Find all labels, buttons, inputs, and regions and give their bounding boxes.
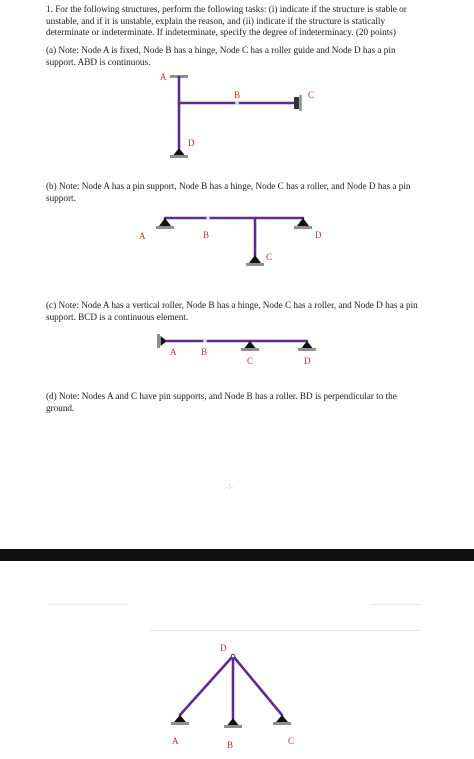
label-d-d: D — [220, 643, 227, 653]
faint-line-1 — [48, 604, 128, 605]
part-d-note: (d) Note: Nodes A and C have pin supports, and Node B has a roller. BD is perpendicular to the ground. — [46, 391, 397, 413]
ground-d-c — [298, 348, 316, 351]
page-separator — [0, 549, 474, 561]
hinge-b-b — [206, 216, 210, 220]
figure-d — [165, 638, 310, 753]
roller-guide-c — [294, 97, 299, 109]
page-marker: -1- — [225, 483, 234, 491]
label-c-c: C — [247, 356, 254, 366]
ground-d — [170, 155, 188, 158]
faint-line-3 — [150, 630, 420, 631]
ground-c-c — [241, 348, 259, 351]
label-a-d: D — [188, 138, 195, 148]
label-c-b: B — [201, 347, 208, 357]
faint-line-2 — [370, 604, 420, 605]
part-b-note: (b) Note: Node A has a pin support, Node B has a hinge, Node C has a roller, and Node D has a pin support. — [46, 181, 411, 203]
pin-support-a-d — [174, 715, 186, 722]
ground-d-b — [294, 226, 312, 229]
pin-support-c-d — [276, 715, 288, 722]
label-c-d: D — [304, 356, 311, 366]
roller-b-d — [228, 718, 239, 725]
ground-b-d — [224, 725, 242, 728]
label-b-d: D — [315, 230, 322, 240]
part-c-note: (c) Note: Node A has a vertical roller, Node B has a hinge, Node C has a roller, and Node D has a pin support. BCD is a continuous element. — [46, 300, 418, 322]
label-d-a: A — [172, 736, 179, 746]
label-d-c: C — [288, 736, 295, 746]
label-a-a: A — [160, 72, 167, 82]
label-b-a: A — [139, 231, 146, 241]
figure-b — [135, 210, 335, 270]
ground-c-d — [273, 722, 291, 725]
hinge-b-c — [203, 339, 207, 343]
question-intro: 1. For the following structures, perform the following tasks: (i) indicate if the structure is stable or unstable, and if it is unstable, explain the reason, and (ii) indicate if the structure is statically determinate or indeterminate. If indeterminate, specify the degree of indeterminacy. (20 points) — [46, 4, 407, 38]
pin-support-d — [174, 148, 185, 155]
member-cd-d — [233, 656, 282, 715]
figure-c — [150, 330, 325, 370]
ground-a-d — [171, 722, 189, 725]
ground-c-b — [246, 263, 264, 266]
label-b-c: C — [266, 252, 273, 262]
member-ad-d — [180, 656, 233, 715]
part-a-note: (a) Note: Node A is fixed, Node B has a hinge, Node C has a roller guide and Node D has a pin support. ABD is continuous. — [46, 45, 396, 67]
ground-a-b — [156, 226, 174, 229]
label-d-b: B — [227, 740, 234, 750]
label-c-a: A — [170, 347, 177, 357]
label-b-b: B — [203, 230, 210, 240]
label-a-c: C — [308, 90, 315, 100]
hinge-b — [235, 101, 239, 105]
roller-c-b — [249, 255, 261, 263]
figure-a — [150, 68, 320, 163]
joint-d — [231, 654, 235, 658]
label-a-b: B — [234, 90, 241, 100]
